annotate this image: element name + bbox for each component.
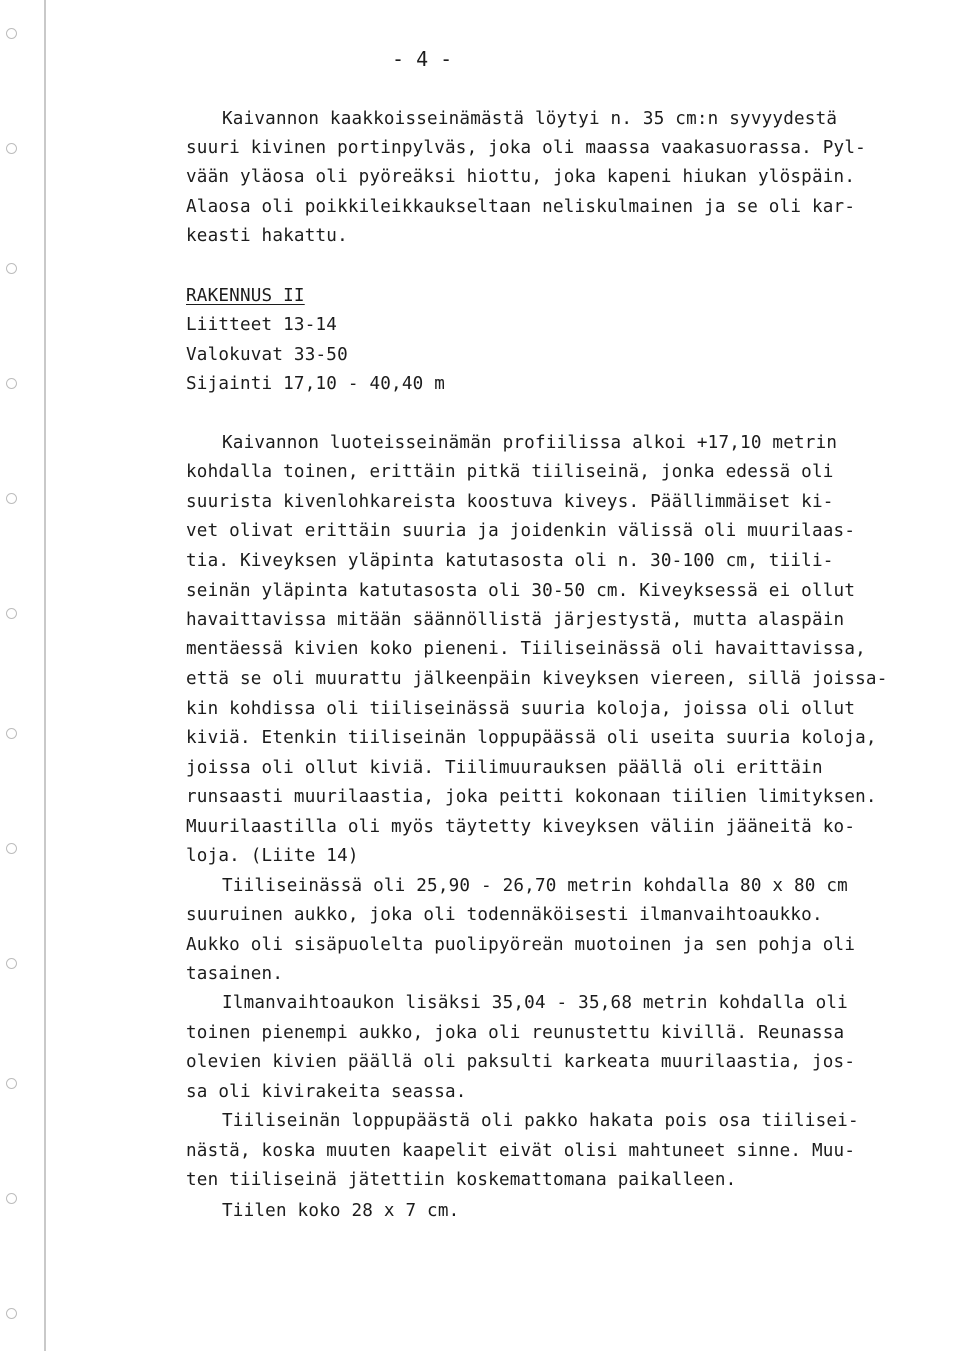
info-line: Valokuvat 33-50 xyxy=(186,345,348,365)
text-line: mentäessä kivien koko pieneni. Tiiliseinässä oli havaittavissa, xyxy=(186,639,866,659)
text-line: seinän yläpinta katutasosta oli 30-50 cm. Kiveyksessä ei ollut xyxy=(186,581,856,601)
text-line: loja. (Liite 14) xyxy=(186,846,359,866)
text-line: ten tiiliseinä jätettiin koskemattomana paikalleen. xyxy=(186,1170,737,1190)
text-line: nästä, koska muuten kaapelit eivät olisi mahtuneet sinne. Muu- xyxy=(186,1141,856,1161)
text-line: Aukko oli sisäpuolelta puolipyöreän muotoinen ja sen pohja oli xyxy=(186,935,856,955)
text-line: Tiilen koko 28 x 7 cm. xyxy=(222,1201,460,1221)
text-line: keasti hakattu. xyxy=(186,226,348,246)
text-line: toinen pienempi aukko, joka oli reunustettu kivillä. Reunassa xyxy=(186,1023,845,1043)
text-line: vet olivat erittäin suuria ja joidenkin välissä oli muurilaas- xyxy=(186,521,856,541)
text-line: Muurilaastilla oli myös täytetty kiveyksen väliin jääneitä ko- xyxy=(186,817,856,837)
text-line: suuruinen aukko, joka oli todennäköisesti ilmanvaihtoaukko. xyxy=(186,905,823,925)
text-line: joissa oli ollut kiviä. Tiilimuurauksen päällä oli erittäin xyxy=(186,758,823,778)
text-line: tia. Kiveyksen yläpinta katutasosta oli n. 30-100 cm, tiili- xyxy=(186,551,834,571)
text-line: kin kohdissa oli tiiliseinässä suuria koloja, joissa oli ollut xyxy=(186,699,856,719)
text-line: olevien kivien päällä oli paksulti karkeata muurilaastia, jos- xyxy=(186,1052,856,1072)
text-line: Ilmanvaihtoaukon lisäksi 35,04 - 35,68 metrin kohdalla oli xyxy=(222,993,848,1013)
text-line: Tiiliseinän loppupäästä oli pakko hakata pois osa tiilisei- xyxy=(222,1111,859,1131)
text-line: tasainen. xyxy=(186,964,284,984)
text-line: vään yläosa oli pyöreäksi hiottu, joka kapeni hiukan ylöspäin. xyxy=(186,167,856,187)
text-line: että se oli muurattu jälkeenpäin kiveyksen viereen, sillä joissa- xyxy=(186,669,888,689)
text-line: kohdalla toinen, erittäin pitkä tiiliseinä, jonka edessä oli xyxy=(186,462,834,482)
text-line: sa oli kivirakeita seassa. xyxy=(186,1082,467,1102)
info-line: Sijainti 17,10 - 40,40 m xyxy=(186,374,446,394)
text-line: kiviä. Etenkin tiiliseinän loppupäässä oli useita suuria koloja, xyxy=(186,728,877,748)
text-line: havaittavissa mitään säännöllistä järjestystä, mutta alaspäin xyxy=(186,610,845,630)
section-heading: RAKENNUS II xyxy=(186,286,305,306)
text-line: Tiiliseinässä oli 25,90 - 26,70 metrin kohdalla 80 x 80 cm xyxy=(222,876,848,896)
text-line: suuri kivinen portinpylväs, joka oli maassa vaakasuorassa. Pyl- xyxy=(186,138,866,158)
text-line: Alaosa oli poikkileikkaukseltaan neliskulmainen ja se oli kar- xyxy=(186,197,856,217)
text-line: Kaivannon kaakkoisseinämästä löytyi n. 35 cm:n syvyydestä xyxy=(222,109,838,129)
text-line: runsaasti muurilaastia, joka peitti kokonaan tiilien limityksen. xyxy=(186,787,877,807)
info-line: Liitteet 13-14 xyxy=(186,315,338,335)
page-number: - 4 - xyxy=(392,47,453,71)
text-line: Kaivannon luoteisseinämän profiilissa alkoi +17,10 metrin xyxy=(222,433,838,453)
text-line: suurista kivenlohkareista koostuva kiveys. Päällimmäiset ki- xyxy=(186,492,834,512)
